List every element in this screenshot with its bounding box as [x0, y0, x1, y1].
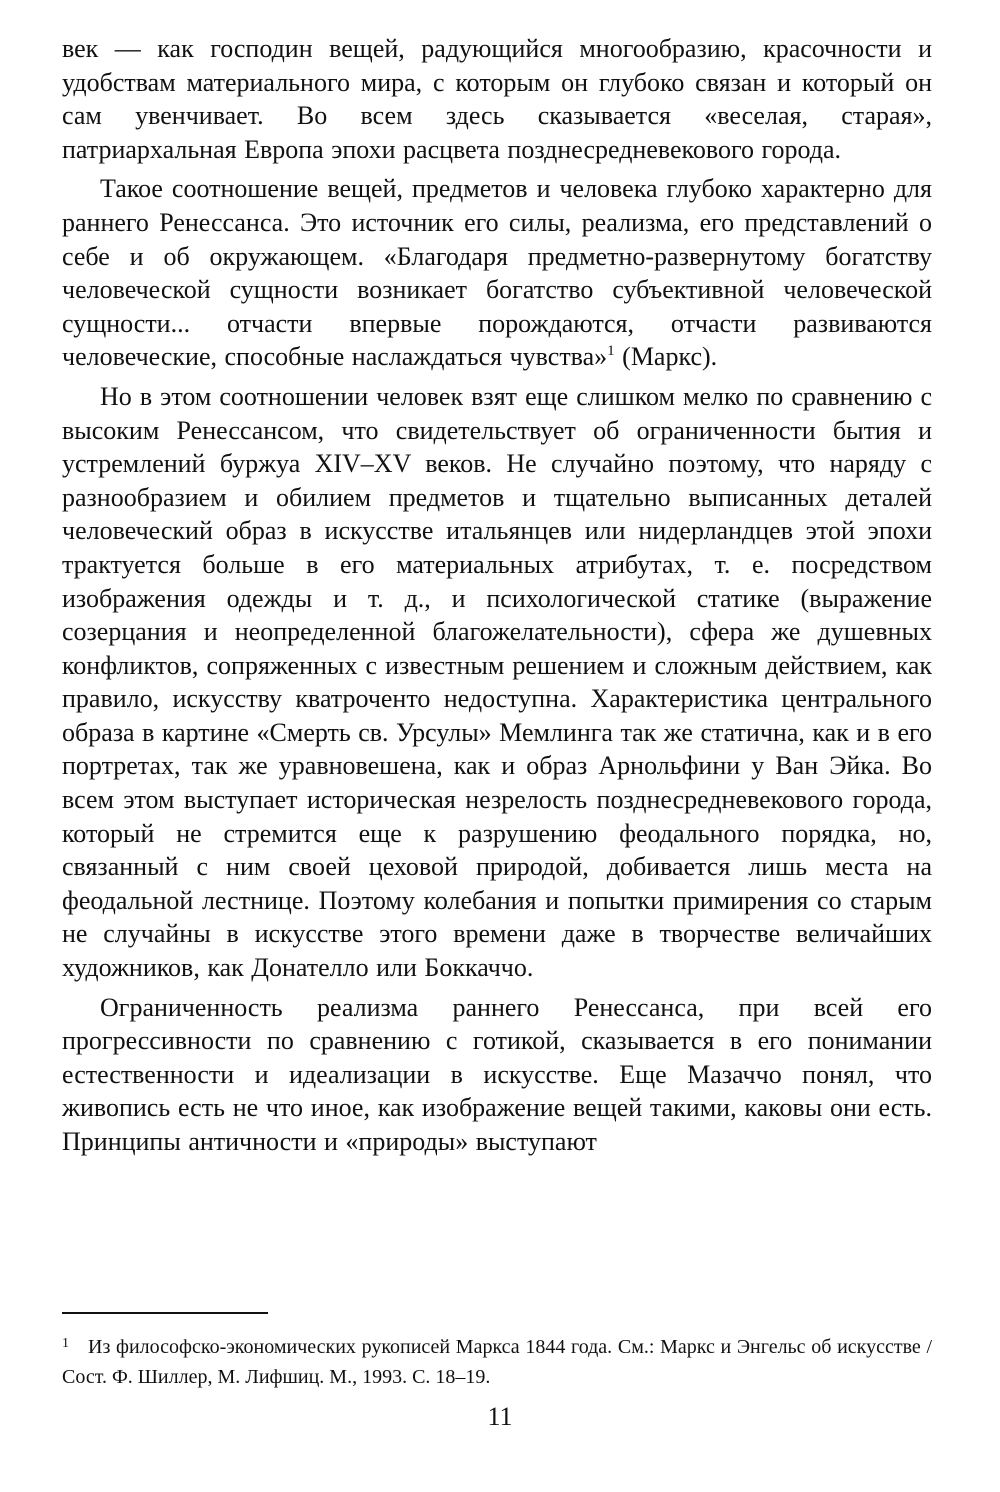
paragraph-4-text: Ограниченность реализма раннего Ренессанса, при всей его прогрессивности по сравнению с готикой, сказывается в его понимании естественности и идеализации в искусстве. Еще Мазаччо понял, что живопись есть не что иное, как изображение вещей такими, каковы они есть. Принципы античности и «природы» выступают — [62, 992, 932, 1156]
footnote-divider — [62, 1312, 268, 1314]
paragraph-4 — [62, 991, 932, 1159]
paragraph-2-tail: (Маркс). — [614, 342, 718, 372]
paragraph-1 — [62, 32, 932, 166]
page-number: 11 — [487, 1402, 513, 1431]
footnote: 1 Из философско-экономических рукописей Маркса 1844 года. См.: Маркс и Энгельс об искусстве / Сост. Ф. Шиллер, М. Лифшиц. М., 1993. С. 18–19. — [62, 1336, 932, 1388]
paragraph-3-text: Но в этом соотношении человек взят еще слишком мелко по сравнению с высоким Ренессансом, что свидетельствует об ограниченности бытия и устремлений буржуа XIV–XV веков. Не случайно поэтому, что наряду с разнообразием и обилием предметов и тщательно выписанных деталей человеческий образ в искусстве итальянцев или нидерландцев этой эпохи трактуется больше в его материальных атрибутах, т. е. посредством изображения одежды и т. д., и психологической статике (выражение созерцания и неопределенной благожелательности), сфера же душевных конфликтов, сопряженных с известным решением и сложным действием, как правило, искусству кватроченто недоступна. Характеристика центрального образа в картине «Смерть св. Урсулы» Мемлинга так же статична, как и в его портретах, так же уравновешена, как и образ Арнольфини у Ван Эйка. Во всем этом выступает историческая незрелость позднесредневекового города, который не стремится еще к разрушению феодального порядка, но, связанный с ним своей цеховой природой, добивается лишь места на феодальной лестнице. Поэтому колебания и попытки примирения со старым не случайны в искусстве этого времени даже в творчестве величайших художников, как Донателло или Боккаччо. — [62, 381, 933, 983]
paragraph-2 — [62, 172, 932, 374]
footnote-reference[interactable]: 1 — [607, 343, 615, 360]
footnote-text: Из философско-экономических рукописей Маркса 1844 года. См.: Маркс и Энгельс об искусстве / Сост. Ф. Шиллер, М. Лифшиц. М., 1993. С. 18–19. — [62, 1336, 932, 1388]
paragraph-2-text: Такое соотношение вещей, предметов и человека глубоко характерно для раннего Ренессанса. Это источник его силы, реализма, его представлений о себе и об окружающем. «Благодаря предметно-развернутому богатству человеческой сущности возникает богатство субъективной человеческой сущности... отчасти впервые порождаются, отчасти развиваются человеческие, способные наслаждаться чувства» — [62, 174, 932, 372]
paragraph-1-text: век — как господин вещей, радующийся многообразию, красочности и удобствам материального мира, с которым он глубоко связан и который он сам увенчивает. Во всем здесь сказывается «веселая, старая», патриархальная Европа эпохи расцвета позднесредневекового города. — [62, 34, 932, 164]
page-body — [62, 32, 932, 1159]
paragraph-3 — [62, 380, 932, 985]
